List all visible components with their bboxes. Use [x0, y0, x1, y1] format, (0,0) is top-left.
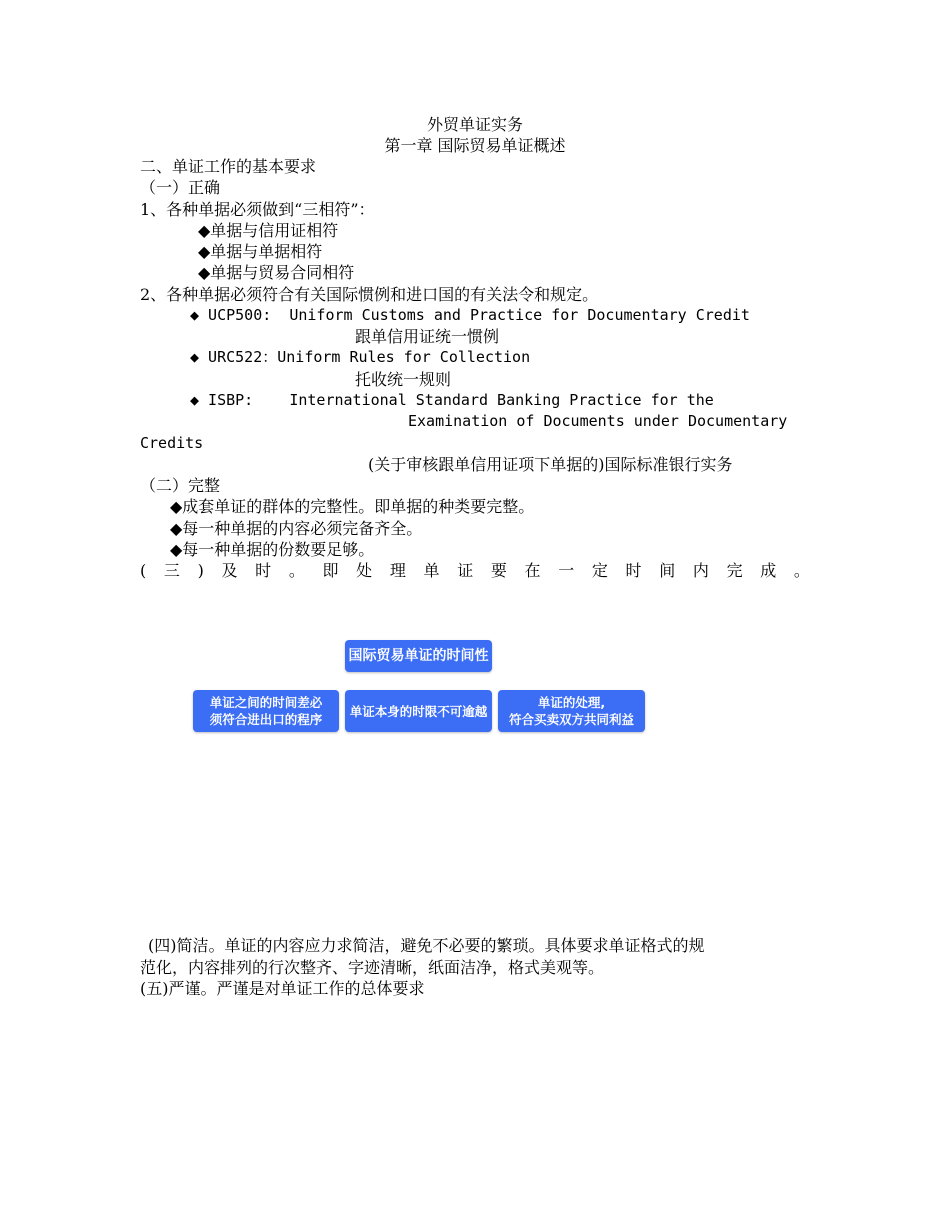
diagram-box-3: 单证的处理, 符合买卖双方共同利益 [498, 690, 645, 732]
ucp-line: ◆ UCP500: Uniform Customs and Practice for Documentary Credit [190, 306, 750, 324]
list-item: ◆单据与信用证相符 [198, 221, 339, 240]
spread-char: 在 [524, 561, 541, 580]
spread-char: 一 [558, 561, 575, 580]
spread-char: 完 [726, 561, 743, 580]
spread-char: 要 [490, 561, 507, 580]
chapter-title: 第一章 国际贸易单证概述 [384, 136, 566, 155]
diagram-box-2: 单证本身的时限不可逾越 [345, 690, 492, 732]
spread-char: 时 [255, 561, 272, 580]
isbp-chinese: (关于审核跟单信用证项下单据的)国际标准银行实务 [368, 455, 733, 474]
spread-char: 理 [389, 561, 406, 580]
isbp-line-2: Examination of Documents under Documentary [408, 412, 788, 430]
subsection-concise-line-2: 范化，内容排列的行次整齐、字迹清晰，纸面洁净，格式美观等。 [140, 958, 605, 977]
urc-line: ◆ URC522：Uniform Rules for Collection [190, 348, 531, 366]
spread-char: 时 [625, 561, 642, 580]
urc-chinese: 托收统一规则 [355, 370, 452, 389]
list-item: ◆成套单证的群体的完整性。即单据的种类要完整。 [170, 497, 535, 516]
spread-char: 即 [322, 561, 339, 580]
subsection-timely [140, 560, 810, 581]
list-item: ◆单据与单据相符 [198, 242, 323, 261]
spread-char: 成 [760, 561, 777, 580]
spread-char: 处 [356, 561, 373, 580]
section-heading: 二、单证工作的基本要求 [140, 157, 317, 176]
ucp-chinese: 跟单信用证统一惯例 [355, 327, 500, 346]
spread-char: 证 [457, 561, 474, 580]
list-item: ◆每一种单据的份数要足够。 [170, 540, 375, 559]
isbp-line-1: ◆ ISBP: International Standard Banking Practice for the [190, 391, 714, 409]
diagram-box-1: 单证之间的时间差必 须符合进出口的程序 [193, 690, 339, 732]
list-item: ◆每一种单据的内容必须完备齐全。 [170, 519, 423, 538]
subsection-complete: （二）完整 [140, 476, 221, 495]
subsection-correct: （一）正确 [140, 178, 221, 197]
spread-char: 。 [793, 561, 810, 580]
paragraph-1: 1、各种单据必须做到“三相符”： [140, 200, 375, 219]
spread-char: 。 [288, 561, 305, 580]
paragraph-2: 2、各种单据必须符合有关国际惯例和进口国的有关法令和规定。 [140, 285, 599, 304]
spread-char: 三 [163, 561, 180, 580]
spread-char: 及 [221, 561, 238, 580]
spread-char: 间 [659, 561, 676, 580]
doc-title: 外贸单证实务 [426, 115, 523, 134]
diagram-top-box: 国际贸易单证的时间性 [345, 640, 492, 672]
subsection-concise-line-1: (四)简洁。单证的内容应力求简洁，避免不必要的繁琐。具体要求单证格式的规 [148, 936, 705, 955]
spread-char: 单 [423, 561, 440, 580]
spread-char: ) [197, 561, 204, 580]
list-item: ◆单据与贸易合同相符 [198, 263, 355, 282]
spread-char: 内 [692, 561, 709, 580]
spread-char: ( [140, 561, 147, 580]
isbp-line-3: Credits [140, 434, 204, 452]
spread-char: 定 [591, 561, 608, 580]
subsection-rigorous: (五)严谨。严谨是对单证工作的总体要求 [140, 979, 425, 998]
